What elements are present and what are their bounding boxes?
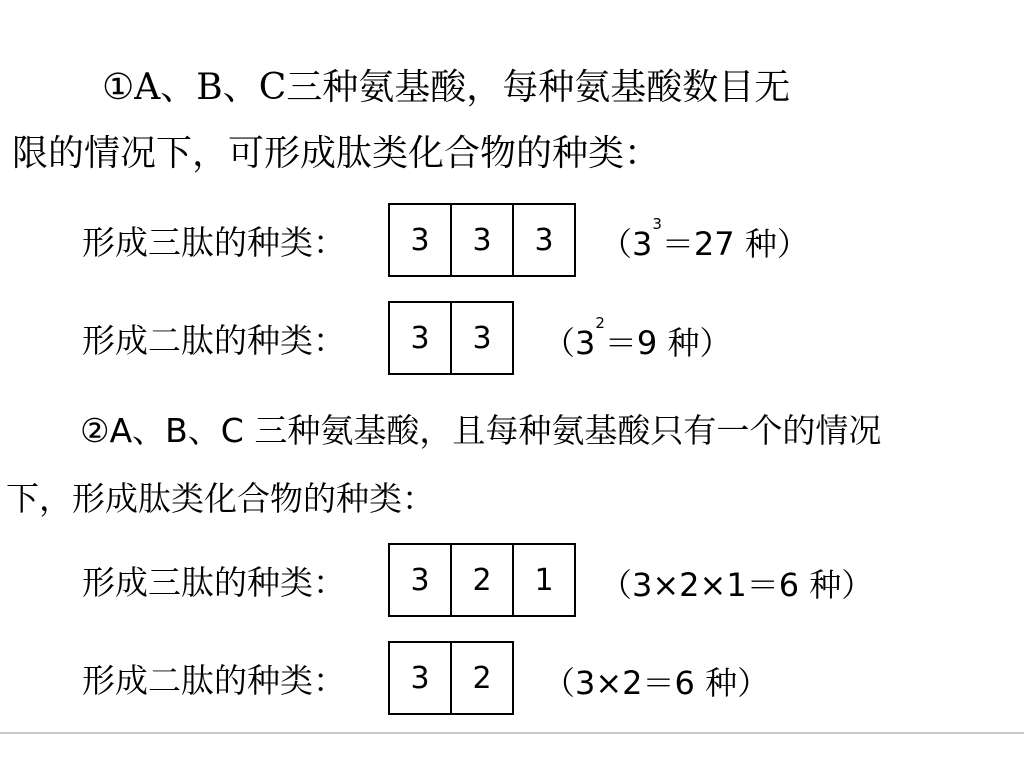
position-box: 3	[452, 205, 514, 275]
section2-line2: 下，形成肽类化合物的种类：	[6, 479, 435, 518]
position-box: 3	[390, 205, 452, 275]
position-box: 2	[452, 545, 514, 615]
formula: （$3^2=9$ 种）	[543, 314, 732, 362]
section2-line1: ②A、B、C 三种氨基酸，且每种氨基酸只有一个的情况	[80, 411, 882, 450]
tripeptide-row-unlimited	[82, 204, 576, 276]
position-box: 3	[390, 303, 452, 373]
position-boxes	[388, 301, 514, 375]
section1-line1: ①A、B、C三种氨基酸，每种氨基酸数目无	[102, 67, 791, 108]
formula: （3×2＝6 种）	[543, 664, 770, 702]
position-boxes	[388, 543, 576, 617]
formula: （$3^3=27$ 种）	[600, 215, 809, 263]
position-box: 3	[534, 222, 554, 258]
row-label: 形成三肽的种类：	[82, 222, 346, 262]
position-box: 3	[472, 320, 492, 356]
row-label: 形成二肽的种类：	[82, 320, 346, 360]
position-box: 1	[534, 562, 554, 598]
section1-line2: 限的情况下，可形成肽类化合物的种类：	[12, 133, 661, 174]
dipeptide-row-unlimited	[82, 302, 514, 374]
position-box: 3	[390, 643, 452, 713]
position-boxes	[388, 641, 514, 715]
row-label: 形成三肽的种类：	[82, 562, 346, 602]
position-box: 2	[472, 660, 492, 696]
position-boxes	[388, 203, 576, 277]
dipeptide-row-single	[82, 642, 514, 714]
bottom-divider	[0, 732, 1024, 734]
position-box: 3	[390, 545, 452, 615]
tripeptide-row-single	[82, 544, 576, 616]
row-label: 形成二肽的种类：	[82, 660, 346, 700]
formula: （3×2×1＝6 种）	[600, 566, 874, 604]
